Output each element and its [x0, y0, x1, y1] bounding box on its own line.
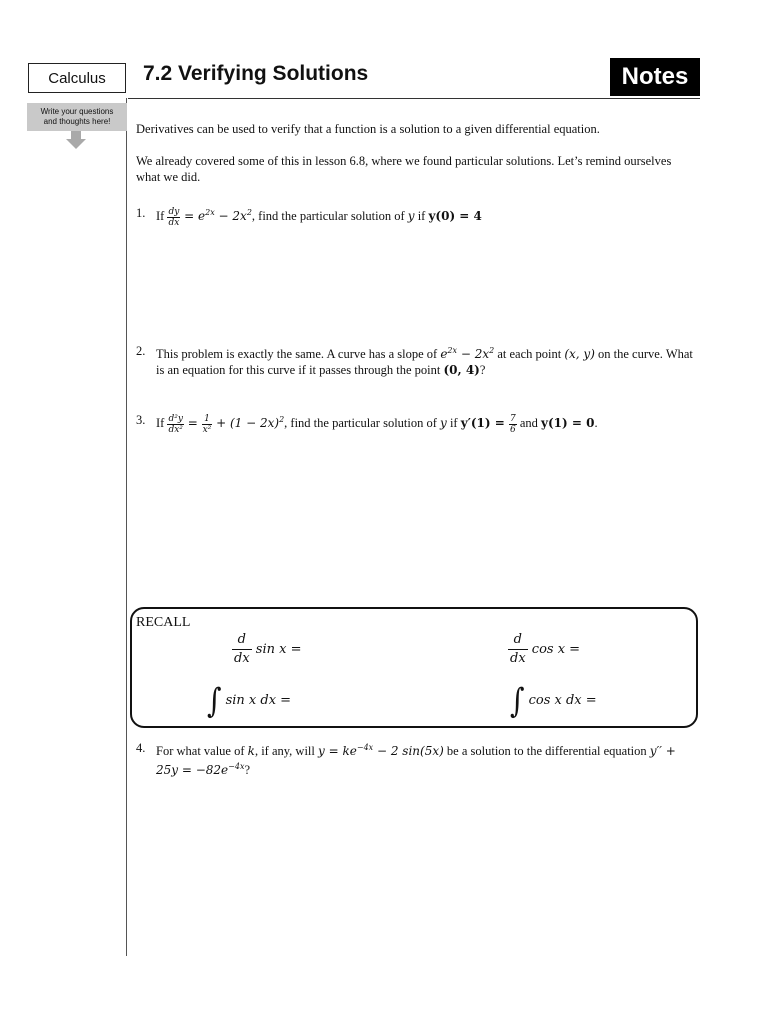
- cos-integral: [510, 680, 597, 721]
- question-number: 3.: [136, 413, 146, 427]
- cos-derivative: [508, 631, 580, 668]
- recall-label: RECALL: [136, 615, 191, 630]
- fraction: $\frac{7}{6}$: [509, 413, 516, 435]
- integral-sign: ∫: [510, 680, 525, 721]
- sin-integral: [207, 680, 292, 721]
- math: + $(1 - 2x)^2$: [212, 415, 285, 430]
- text: , find the particular solution of: [284, 416, 441, 430]
- math: k: [247, 744, 255, 758]
- course-label: Calculus: [28, 63, 126, 93]
- text: at each point: [494, 347, 565, 361]
- math: sin x dx =: [225, 693, 292, 708]
- math: =: [183, 416, 202, 430]
- math: y: [440, 416, 447, 430]
- text: .: [594, 416, 598, 430]
- text: This problem is exactly the same. A curve has a slope of: [156, 347, 441, 361]
- page-title: 7.2 Verifying Solutions: [143, 62, 369, 85]
- question-number: 1.: [136, 206, 146, 220]
- math: $y'' + 25y = -82e^{-4x}$: [156, 744, 676, 777]
- text: For what value of: [156, 744, 248, 758]
- text: if: [414, 209, 429, 223]
- question-2: [136, 343, 696, 378]
- question-3: [136, 412, 696, 435]
- text: ?: [479, 363, 486, 377]
- fraction: $\frac{dy}{dx}$: [168, 206, 180, 228]
- text: be a solution to the differential equation: [443, 744, 650, 758]
- margin-rule: [126, 98, 127, 956]
- fraction: $\frac{1}{\text{x²}}$: [202, 413, 212, 435]
- math: sin x =: [255, 642, 302, 657]
- math: cos x =: [531, 642, 581, 657]
- math: = $e^{2x} - 2x^2$: [180, 208, 252, 223]
- math: cos x dx =: [528, 693, 597, 708]
- intro-paragraph-2: We already covered some of this in lesson 6.8, where we found particular solutions. Let’s remind ourselves what we did.: [136, 154, 672, 184]
- question-number: 2.: [136, 344, 146, 358]
- question-number: 4.: [136, 741, 146, 755]
- fraction: $\frac{\text{d²y}}{\text{dx²}}$: [168, 413, 183, 435]
- text: If: [156, 416, 168, 430]
- margin-hint: [27, 103, 127, 131]
- text: , if any, will: [254, 744, 319, 758]
- header-rule: [128, 98, 700, 99]
- math: y(0) = 4: [428, 209, 482, 223]
- math: y: [407, 209, 415, 223]
- intro-paragraph-1: Derivatives can be used to verify that a function is a solution to a given differential equation.: [136, 122, 600, 136]
- text: , find the particular solution of: [251, 209, 408, 223]
- text: and: [516, 416, 542, 430]
- integral-sign: ∫: [207, 680, 222, 721]
- question-4: [136, 740, 696, 778]
- notes-badge: Notes: [610, 58, 700, 96]
- math: $e^{2x} - 2x^2$: [440, 346, 495, 361]
- question-1: [136, 205, 696, 228]
- margin-hint-text: Write your questions and thoughts here!: [40, 107, 114, 126]
- text: on the curve. What is an equation for this curve if it passes through the point: [156, 347, 693, 377]
- derivative-operator: $\frac{d}{dx}$: [234, 632, 250, 666]
- derivative-operator: $\frac{d}{dx}$: [510, 632, 526, 666]
- math: $y = ke^{-4x} - 2$ sin(5x): [318, 743, 444, 758]
- text: If: [156, 209, 168, 223]
- math: y(1) = 0: [541, 416, 595, 430]
- text: ?: [244, 763, 251, 777]
- math: (x, y): [564, 347, 595, 361]
- sin-derivative: [232, 631, 302, 668]
- text: if: [446, 416, 461, 430]
- math: y′(1) =: [460, 416, 509, 430]
- math: (0, 4): [443, 363, 480, 377]
